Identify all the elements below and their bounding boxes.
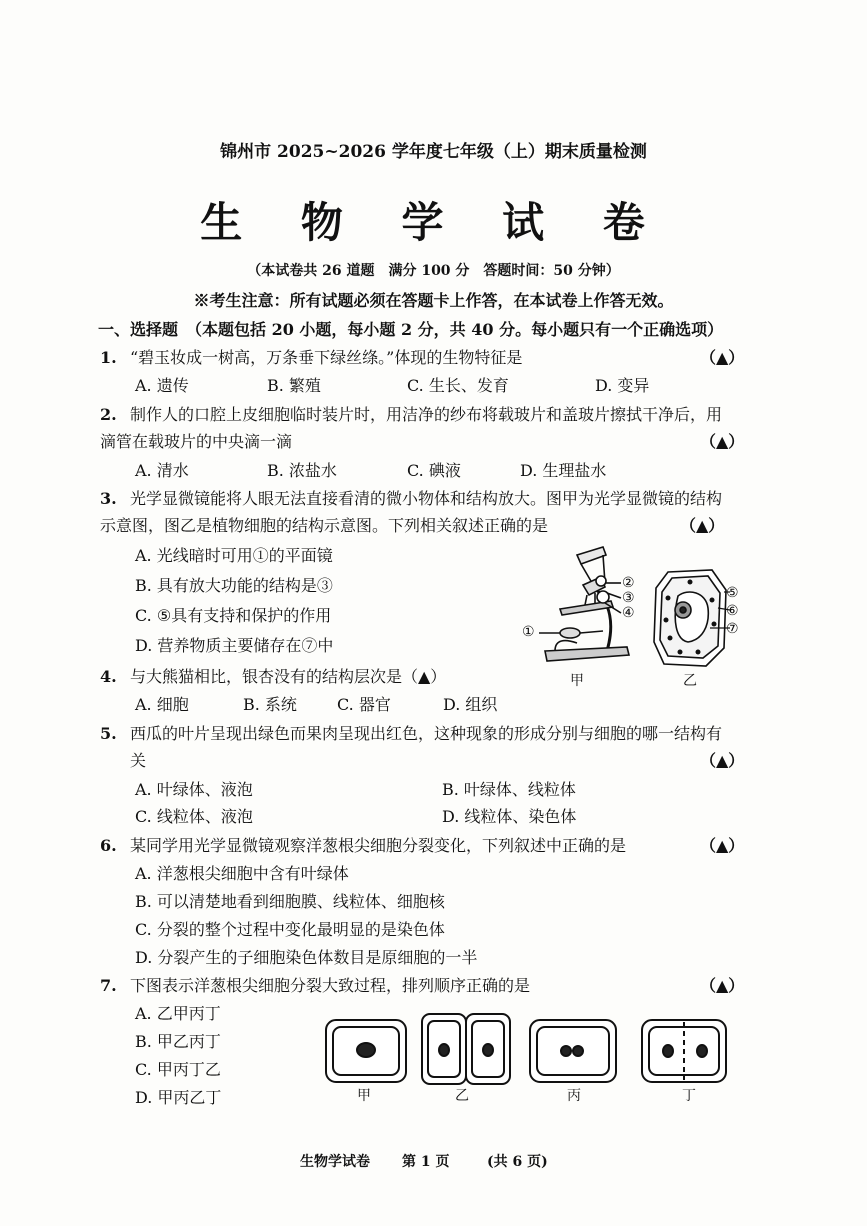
option-d: D. 线粒体、染色体	[442, 807, 577, 826]
figure-label: ⑦	[726, 621, 739, 637]
question-text: 下图表示洋葱根尖细胞分裂大致过程，排列顺序正确的是	[130, 976, 531, 995]
question-1	[100, 345, 522, 368]
exam-info: （本试卷共 26 道题 满分 100 分 答题时间：50 分钟）	[247, 263, 620, 279]
option-c: C. 甲丙丁乙	[135, 1060, 221, 1079]
option-a: A. 乙甲丙丁	[135, 1004, 221, 1023]
question-7	[100, 973, 530, 996]
figure-caption: 丁	[682, 1088, 696, 1104]
option-a: A. 光线暗时可用①的平面镜	[135, 546, 333, 565]
option-c: C. 分裂的整个过程中变化最明显的是染色体	[135, 920, 445, 939]
question-number: 4.	[100, 667, 117, 686]
question-6	[100, 833, 626, 856]
figure-label: ⑥	[726, 603, 739, 619]
option-a: A. 叶绿体、液泡	[135, 780, 253, 799]
answer-mark: （▲）	[700, 751, 745, 770]
question-text-cont: 滴管在载玻片的中央滴一滴	[100, 432, 293, 451]
question-text: 光学显微镜能将人眼无法直接看清的微小物体和结构放大。图甲为光学显微镜的结构	[130, 489, 723, 508]
page-title: 生 物 学 试 卷	[200, 198, 667, 247]
question-number: 2.	[100, 405, 117, 424]
cell-division-figure	[320, 1010, 740, 1090]
question-text: 与大熊猫相比，银杏没有的结构层次是（▲）	[130, 667, 447, 686]
option-a: A. 洋葱根尖细胞中含有叶绿体	[135, 864, 349, 883]
figure-label: ③	[622, 590, 635, 606]
option-d: D. 分裂产生的子细胞染色体数目是原细胞的一半	[135, 948, 478, 967]
answer-mark: （▲）	[700, 836, 745, 855]
option-b: B. 系统	[243, 695, 297, 714]
question-text: 制作人的口腔上皮细胞临时装片时，用洁净的纱布将载玻片和盖玻片擦拭干净后，用	[130, 405, 723, 424]
option-d: D. 变异	[595, 376, 650, 395]
figure-caption: 乙	[683, 673, 697, 689]
answer-mark: （▲）	[700, 432, 745, 451]
option-b: B. 可以清楚地看到细胞膜、线粒体、细胞核	[135, 892, 445, 911]
question-text: “碧玉妆成一树高，万条垂下绿丝绦。”体现的生物特征是	[130, 348, 523, 367]
option-c: C. 器官	[337, 695, 391, 714]
option-a: A. 清水	[135, 461, 189, 480]
figure-caption: 丙	[567, 1088, 581, 1104]
option-b: B. 浓盐水	[267, 461, 337, 480]
answer-mark: （▲）	[700, 976, 745, 995]
section-heading: 一、选择题 （本题包括 20 小题，每小题 2 分，共 40 分。每小题只有一个正确选项）	[98, 320, 724, 339]
figure-caption: 甲	[357, 1088, 371, 1104]
figure-label: ④	[622, 605, 635, 621]
figure-label: ①	[522, 624, 535, 640]
option-c: C. 线粒体、液泡	[135, 807, 253, 826]
question-text-cont: 关	[130, 751, 147, 770]
figure-label: ⑤	[726, 585, 739, 601]
exam-header: 锦州市 2025~2026 学年度七年级（上）期末质量检测	[220, 142, 647, 162]
option-c: C. 碘液	[407, 461, 461, 480]
question-text-cont: 示意图，图乙是植物细胞的结构示意图。下列相关叙述正确的是	[100, 516, 549, 535]
option-b: B. 叶绿体、线粒体	[442, 780, 576, 799]
question-number: 5.	[100, 724, 117, 743]
option-a: A. 遗传	[135, 376, 189, 395]
option-d: D. 营养物质主要储存在⑦中	[135, 636, 334, 655]
question-5	[100, 721, 722, 744]
footer-total: (共 6 页)	[487, 1154, 548, 1170]
question-2	[100, 402, 722, 425]
option-d: D. 组织	[443, 695, 498, 714]
question-3	[100, 486, 722, 509]
footer-subject: 生物学试卷	[300, 1154, 370, 1170]
figure-caption: 乙	[455, 1088, 469, 1104]
option-b: B. 繁殖	[267, 376, 321, 395]
answer-mark: （▲）	[680, 516, 725, 535]
question-text: 西瓜的叶片呈现出绿色而果肉呈现出红色，这种现象的形成分别与细胞的哪一结构有	[130, 724, 723, 743]
exam-notice: ※考生注意：所有试题必须在答题卡上作答，在本试卷上作答无效。	[193, 291, 674, 310]
option-b: B. 甲乙丙丁	[135, 1032, 221, 1051]
option-b: B. 具有放大功能的结构是③	[135, 576, 333, 595]
answer-mark: （▲）	[700, 348, 745, 367]
question-number: 6.	[100, 836, 117, 855]
option-c: C. 生长、发育	[407, 376, 509, 395]
figure-label: ②	[622, 575, 635, 591]
figure-caption: 甲	[570, 673, 584, 689]
option-d: D. 生理盐水	[520, 461, 607, 480]
question-text: 某同学用光学显微镜观察洋葱根尖细胞分裂变化，下列叙述中正确的是	[130, 836, 627, 855]
option-a: A. 细胞	[135, 695, 189, 714]
plant-cell-figure	[650, 568, 730, 668]
question-number: 3.	[100, 489, 117, 508]
option-d: D. 甲丙乙丁	[135, 1088, 222, 1107]
question-number: 7.	[100, 976, 117, 995]
question-4	[100, 664, 446, 687]
option-c: C. ⑤具有支持和保护的作用	[135, 606, 332, 625]
footer-page: 第 1 页	[402, 1154, 450, 1170]
question-number: 1.	[100, 348, 117, 367]
